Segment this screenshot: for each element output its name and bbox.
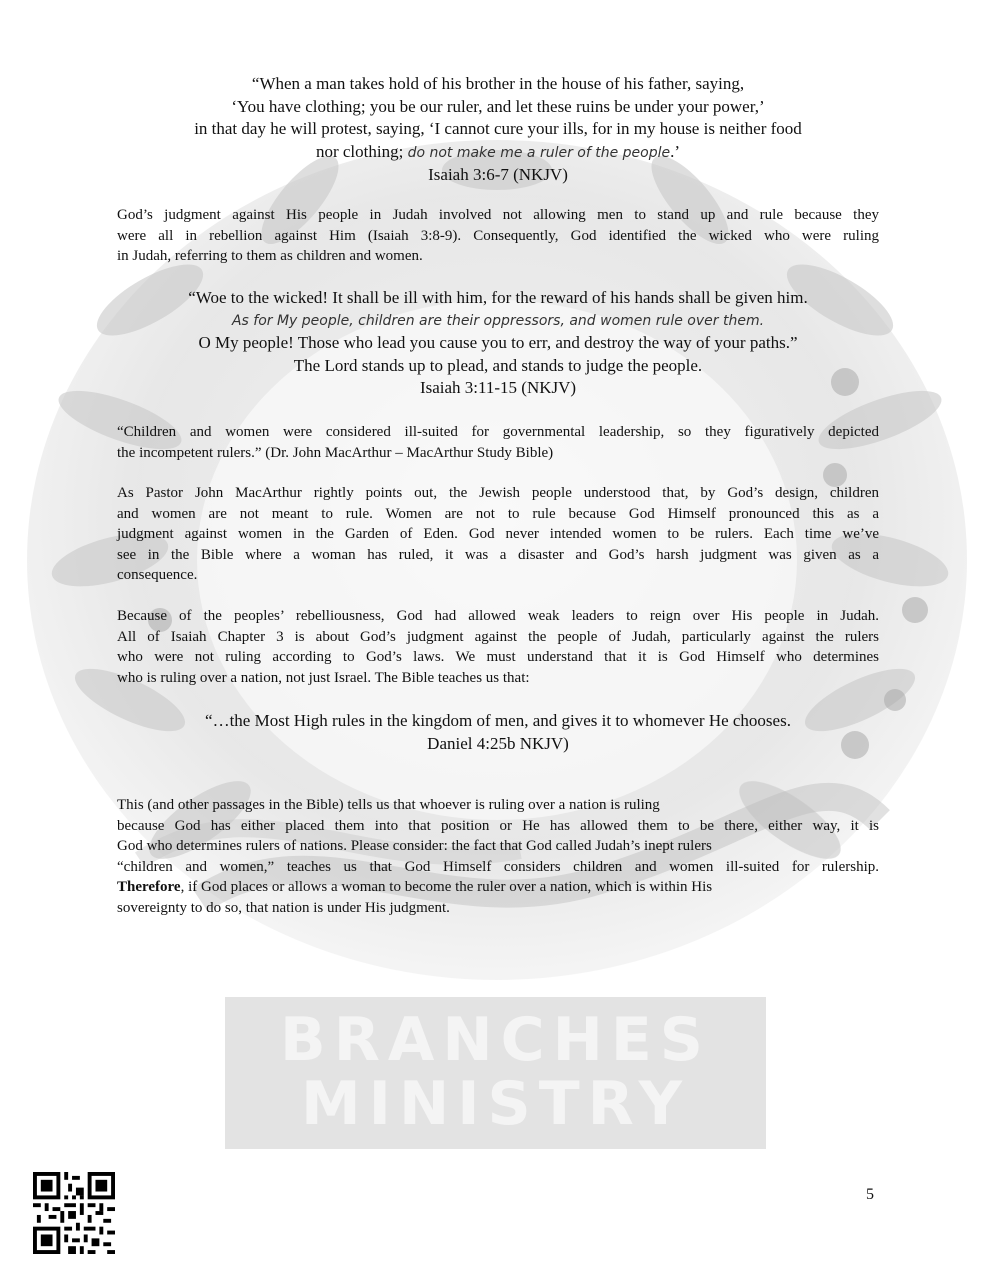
daniel-4-25-quote xyxy=(117,710,879,755)
watermark-line: BRANCHES xyxy=(279,1005,712,1075)
quote-line: The Lord stands up to plead, and stands to judge the people. xyxy=(293,355,703,375)
paragraph-line: who is ruling over a nation, not just Israel. The Bible teaches us that: xyxy=(117,669,530,686)
isaiah-3-11-quote xyxy=(117,287,879,400)
bold-therefore: Therefore xyxy=(117,879,181,896)
quote-line: “…the Most High rules in the kingdom of men, and gives it to whomever He chooses. xyxy=(205,711,791,730)
quote-reference: Isaiah 3:11-15 (NKJV) xyxy=(419,378,577,397)
paragraph-line: All of Isaiah Chapter 3 is about God’s judgment against the people of Judah, particularly against the rulers xyxy=(117,628,879,645)
paragraph-line: because God has either placed them into that position or He has allowed them to be there, either way, it is xyxy=(117,817,879,834)
paragraph-judgment xyxy=(117,205,879,267)
paragraph-line: judgment against women in the Garden of Eden. God never intended women to be rulers. Each time we’ve xyxy=(117,526,879,543)
paragraph-line: who were not ruling according to God’s laws. We must understand that it is God Himself who determines xyxy=(117,649,879,666)
quote-text: nor clothing; xyxy=(315,141,408,161)
paragraph-line: were all in rebellion against Him (Isaiah 3:8-9). Consequently, God identified the wicked who were ruling xyxy=(117,227,879,244)
paragraph-design xyxy=(117,483,879,586)
paragraph-line: God’s judgment against His people in Judah involved not allowing men to stand up and rule because they xyxy=(117,207,879,223)
quote-line: in that day he will protest, saying, ‘I cannot cure your ills, for in my house is neither food xyxy=(194,119,802,138)
quote-reference: Daniel 4:25b NKJV) xyxy=(427,733,569,753)
paragraph-conclusion xyxy=(117,795,879,919)
paragraph-line: in Judah, referring to them as children and women. xyxy=(117,248,423,265)
paragraph-line xyxy=(117,877,879,898)
paragraph-macarthur-quote xyxy=(117,422,879,463)
paragraph-line: the incompetent rulers.” (Dr. John MacArthur – MacArthur Study Bible) xyxy=(117,444,554,461)
paragraph-line: and women are not meant to rule. Women are not to rule because God Himself pronounced this as a xyxy=(117,505,879,522)
page-number: 5 xyxy=(866,1186,874,1203)
paragraph-line: “Children and women were considered ill-suited for governmental leadership, so they figuratively depicted xyxy=(117,424,879,440)
quote-line: ‘You have clothing; you be our ruler, and let these ruins be under your power,’ xyxy=(231,96,765,116)
quote-reference: Isaiah 3:6-7 (NKJV) xyxy=(428,165,568,184)
paragraph-line: see in the Bible where a woman has ruled, it was a disaster and God’s harsh judgment was given as a xyxy=(117,546,879,563)
paragraph-text: , if God places or allows a woman to become the ruler over a nation, which is within His xyxy=(180,879,713,896)
paragraph-line: God who determines rulers of nations. Please consider: the fact that God called Judah’s inept rulers xyxy=(117,838,712,855)
paragraph-line: Because of the peoples’ rebelliousness, God had allowed weak leaders to reign over His people in Judah. xyxy=(117,608,879,624)
quote-line: “Woe to the wicked! It shall be ill with him, for the reward of his hands shall be given him. xyxy=(188,288,808,307)
quote-text: .’ xyxy=(670,141,681,161)
paragraph-line: As Pastor John MacArthur rightly points out, the Jewish people understood that, by God’s design, children xyxy=(117,485,879,501)
watermark-line: MINISTRY xyxy=(300,1069,691,1139)
quote-line xyxy=(117,141,879,165)
paragraph-line: This (and other passages in the Bible) tells us that whoever is ruling over a nation is ruling xyxy=(117,797,660,813)
isaiah-3-6-quote xyxy=(117,73,879,187)
quote-line: “When a man takes hold of his brother in the house of his father, saying, xyxy=(251,74,745,93)
branches-ministry-watermark xyxy=(225,997,766,1149)
paragraph-rebelliousness xyxy=(117,606,879,688)
quote-italic-text: do not make me a ruler of the people xyxy=(407,144,671,161)
paragraph-line: consequence. xyxy=(117,567,198,584)
qr-code-icon[interactable] xyxy=(33,1172,115,1254)
paragraph-line: sovereignty to do so, that nation is under His judgment. xyxy=(117,899,450,916)
quote-line: O My people! Those who lead you cause you to err, and destroy the way of your paths.” xyxy=(198,333,798,352)
quote-italic-line: As for My people, children are their oppressors, and women rule over them. xyxy=(231,312,765,329)
paragraph-line: “children and women,” teaches us that God Himself considers children and women ill-suited for rulership. xyxy=(117,858,879,875)
